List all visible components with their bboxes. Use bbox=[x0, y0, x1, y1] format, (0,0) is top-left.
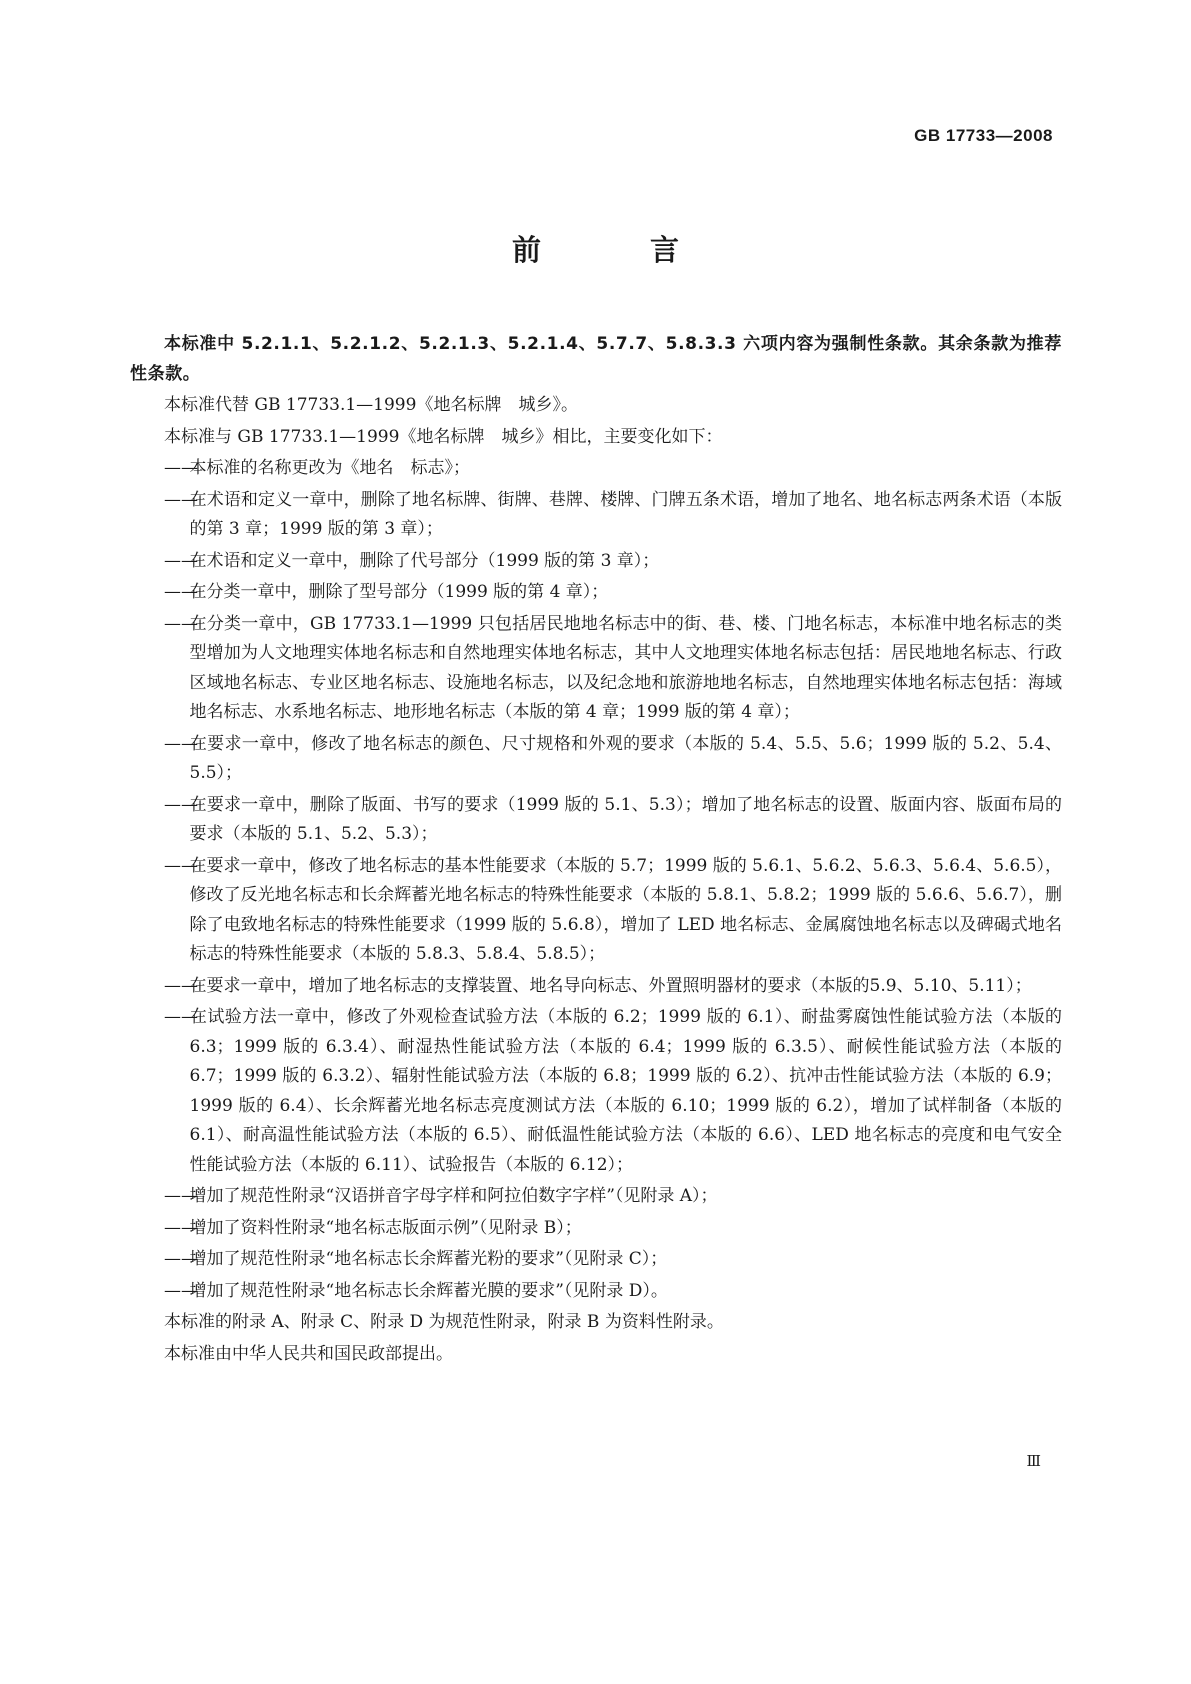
list-item bbox=[130, 1003, 1062, 1180]
dash-marker: —— bbox=[164, 489, 198, 510]
list-item-text: 增加了资料性附录“地名标志版面示例”（见附录 B）； bbox=[189, 1217, 582, 1238]
list-item bbox=[130, 547, 1062, 577]
list-item bbox=[130, 730, 1062, 789]
page-title: 前 言 bbox=[511, 233, 719, 267]
list-item bbox=[130, 1182, 1062, 1212]
list-item bbox=[130, 791, 1062, 850]
list-item bbox=[130, 610, 1062, 728]
list-item bbox=[130, 1245, 1062, 1275]
dash-marker: —— bbox=[164, 458, 198, 478]
dash-marker: —— bbox=[164, 794, 198, 815]
dash-marker: —— bbox=[164, 1249, 198, 1269]
dash-marker: —— bbox=[164, 613, 198, 634]
list-item bbox=[130, 1277, 1062, 1307]
list-item-text: 在试验方法一章中，修改了外观检查试验方法（本版的 6.2；1999 版的 6.1）、耐盐雾腐蚀性能试验方法（本版的 6.3；1999 版的 6.3.4）、耐湿热性能试验方法（本版的 6.4；1999 版的 6.3.5）、耐候性能试验方法（本版的 6.7；1999 版的 6.3.2）、辐射性能试验方法（本版的 6.8；1999 版的 6.2）、抗冲击性能试验方法（本版的 6.9；1999 版的 6.4）、长余辉蓄光地名标志亮度测试方法（本版的 6.10；1999 版的 6.2），增加了试样制备（本版的 6.1）、耐高温性能试验方法（本版的 6.5）、耐低温性能试验方法（本版的 6.6）、LED 地名标志的亮度和电气安全性能试验方法（本版的 6.11）、试验报告（本版的 6.12）； bbox=[189, 1007, 1062, 1175]
list-item-text: 增加了规范性附录“汉语拼音字母字样和阿拉伯数字字样”（见附录 A）； bbox=[189, 1186, 718, 1206]
list-item-text: 在要求一章中，增加了地名标志的支撑装置、地名导向标志、外置照明器材的要求（本版的5.9、5.10、5.11）； bbox=[189, 975, 1032, 996]
list-item bbox=[130, 578, 1062, 608]
changes-intro: 本标准与 GB 17733.1—1999《地名标牌 城乡》相比，主要变化如下： bbox=[164, 426, 723, 447]
proposer-statement: 本标准由中华人民共和国民政部提出。 bbox=[164, 1343, 453, 1364]
page-number: Ⅲ bbox=[1026, 1454, 1041, 1470]
list-item-text: 在分类一章中，删除了型号部分（1999 版的第 4 章）； bbox=[189, 582, 609, 602]
list-item bbox=[130, 486, 1062, 545]
list-item bbox=[130, 852, 1062, 970]
dash-marker: —— bbox=[164, 1186, 198, 1206]
list-item-text: 增加了规范性附录“地名标志长余辉蓄光膜的要求”（见附录 D）。 bbox=[189, 1280, 668, 1301]
dash-marker: —— bbox=[164, 733, 198, 754]
changes-list bbox=[130, 454, 1062, 1306]
list-item bbox=[130, 454, 1062, 484]
list-item bbox=[130, 1214, 1062, 1244]
dash-marker: —— bbox=[164, 975, 198, 996]
list-item-text: 增加了规范性附录“地名标志长余辉蓄光粉的要求”（见附录 C）； bbox=[189, 1249, 668, 1269]
list-item bbox=[130, 972, 1062, 1002]
list-item-text: 在术语和定义一章中，删除了地名标牌、街牌、巷牌、楼牌、门牌五条术语，增加了地名、地名标志两条术语（本版的第 3 章；1999 版的第 3 章）； bbox=[189, 489, 1062, 539]
foreword-body bbox=[130, 330, 1062, 1371]
annex-statement: 本标准的附录 A、附录 C、附录 D 为规范性附录，附录 B 为资料性附录。 bbox=[164, 1312, 724, 1332]
dash-marker: —— bbox=[164, 1217, 198, 1238]
list-item-text: 在术语和定义一章中，删除了代号部分（1999 版的第 3 章）； bbox=[189, 550, 660, 571]
list-item-text: 在要求一章中，删除了版面、书写的要求（1999 版的 5.1、5.3）；增加了地名标志的设置、版面内容、版面布局的要求（本版的 5.1、5.2、5.3）； bbox=[189, 794, 1062, 844]
dash-marker: —— bbox=[164, 550, 198, 571]
dash-marker: —— bbox=[164, 1007, 198, 1027]
list-item-text: 在分类一章中，GB 17733.1—1999 只包括居民地地名标志中的街、巷、楼、门地名标志，本标准中地名标志的类型增加为人文地理实体地名标志和自然地理实体地名标志，其中人文地理实体地名标志包括：居民地地名标志、行政区域地名标志、专业区地名标志、设施地名标志，以及纪念地和旅游地地名标志，自然地理实体地名标志包括：海域地名标志、水系地名标志、地形地名标志（本版的第 4 章；1999 版的第 4 章）； bbox=[189, 613, 1062, 722]
standard-number: GB 17733—2008 bbox=[914, 126, 1053, 145]
list-item-text: 在要求一章中，修改了地名标志的基本性能要求（本版的 5.7；1999 版的 5.6.1、5.6.2、5.6.3、5.6.4、5.6.5），修改了反光地名标志和长余辉蓄光地名标志的特殊性能要求（本版的 5.8.1、5.8.2；1999 版的 5.6.6、5.6.7），删除了电致地名标志的特殊性能要求（1999 版的 5.6.8），增加了 LED 地名标志、金属腐蚀地名标志以及碑碣式地名标志的特殊性能要求（本版的 5.8.3、5.8.4、5.8.5）； bbox=[189, 855, 1062, 964]
dash-marker: —— bbox=[164, 582, 198, 602]
replacement-statement: 本标准代替 GB 17733.1—1999《地名标牌 城乡》。 bbox=[164, 395, 578, 415]
dash-marker: —— bbox=[164, 1280, 198, 1301]
list-item-text: 本标准的名称更改为《地名 标志》； bbox=[189, 458, 470, 478]
list-item-text: 在要求一章中，修改了地名标志的颜色、尺寸规格和外观的要求（本版的 5.4、5.5、5.6；1999 版的 5.2、5.4、5.5）； bbox=[189, 733, 1062, 783]
dash-marker: —— bbox=[164, 855, 198, 876]
mandatory-clause-statement: 本标准中 5.2.1.1、5.2.1.2、5.2.1.3、5.2.1.4、5.7.7、5.8.3.3 六项内容为强制性条款。其余条款为推荐性条款。 bbox=[130, 334, 1062, 384]
